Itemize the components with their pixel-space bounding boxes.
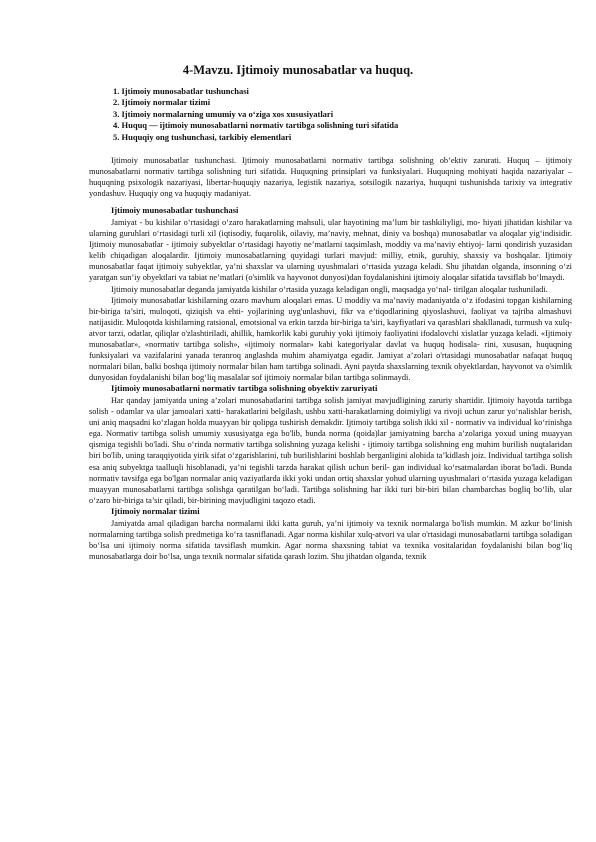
document-body bbox=[89, 155, 572, 562]
section-heading: Ijtimoiy normalar tizimi bbox=[111, 505, 200, 516]
toc-item: 5. Huquqiy ong tushunchasi, tarkibiy elementlari bbox=[113, 131, 292, 142]
toc-item: 1. Ijtimoiy munosabatlar tushunchasi bbox=[113, 86, 249, 96]
table-of-contents bbox=[113, 86, 573, 143]
paragraph: Ijtimoiy munosabatlar deganda jamiyatda kishilar o‘rtasida yuzaga keladigan ongli, maqsadga yo‘nal- tirilgan aloqalar tushuniladi. bbox=[111, 284, 548, 294]
page-title: 4-Mavzu. Ijtimoiy munosabatlar va huquq. bbox=[182, 63, 414, 77]
paragraph: Ijtimoiy munosabatlar kishilarning ozaro mavhum aloqalari emas. U moddiy va ma’naviy madaniyatda o‘z ifodasini topgan kishilarning bir-biriga ta’siri, muloqoti, qiziqish va ehti- yojlarining uyg'unlashuvi, fikr va e’tiqodlarining qiyoslashuvi, faoliyat va tajriba almashuvi natijasidir. Muloqotda kishilarning ratsional, emotsional va erkin tarzda bir-biriga ta’siri, kayfiyatlari va qarashlari shakllanadi, turmush va xulq-atvor tarzi, odatlar, qiliqlar o'zlashtiriladi, ahillik, hamkorlik kabi guruhiy yoki ijtimoiy faoliyatini ifodalovchi xislatlar yuzaga keladi. «Ijtimoiy munosabatlar», «normativ tartibga solish», «ijtimoiy normalar» kabi kategoriyalar davlat va huquq hodisala- rini, xususan, huquqning funksiyalari va vazifalarini yanada teranroq anglashda muhim ahamiyatga egadir. Jamiyat a’zolari o'rtasidagi munosabatlar nafaqat huquq normalari bilan, balki boshqa ijtimoiy normalar bilan ham tartibga solinadi. Ayni paytda shaxslarning texnik obyektlardan, hayvonot va o'simlik dunyosidan foydalanishi bilan bog‘liq masalalar sof ijtimoiy normalar bilan tartibga solinmaydi. bbox=[89, 295, 572, 383]
toc-item: 4. Huquq — ijtimoiy munosabatlarni normativ tartibga solishning turi sifatida bbox=[113, 120, 399, 131]
section-heading: Ijtimoiy munosabatlarni normativ tartibga solishning obyektiv zaruriyati bbox=[111, 383, 378, 394]
paragraph: Har qanday jamiyatda uning a’zolari munosabatlarini tartibga solish jamiyat mavjudligining zaruriy shartidir. Ijtimoiy hayotda tartibga solish - odamlar va ular jamoalari xatti- harakatlarini belgilash, ushbu xatti-harakatlarning doimiyligi va rivoji uchun zarur yo‘nalishlar berish, uni aniq maqsadni ko‘zlagan holda muayyan bir qolipga tushirish demakdir. Ijtimoiy tartibga solish ikki xil - normativ va individual ko‘rinishga ega. Normativ tartibga solish umumiy xususiyatga ega bo'lib, bunda norma (qoida)lar jamiyatning barcha a’zolariga yoxud uning muayyan qismiga tegishli bo'ladi. Shu o‘rinda normativ tartibga solishning yuzaga kelishi - ijtimoiy tartibga solishning eng muhim burilish nuqtalaridan biri bo'lib, uning taraqqiyotida yirik sifat o‘zgarishlarini, tub burilishlarini boshlab berganligini alohida ta’kidlash joiz. Individual tartibga solish esa aniq subyektga taalluqli hisoblanadi, ya’ni tegishli tarzda harakat qilish uchun beril- gan individual ko‘rsatmalardan iborat bo'ladi. Bunda normativ tavsifga ega bo'lgan normalar aniq vaziyatlarda ikki yoki undan ortiq shaxslar yohud ularning uyushmalari o‘rtasida yuzaga keladigan muayyan munosabatlarni tartibga solishga qaratilgan bo‘ladi. Tartibga solishning har ikki turi bir-biri bilan chambarchas bogliq bo‘lib, ular o‘zaro bir-biriga ta’sir qiladi, bir-birining mavjudligini taqozo etadi. bbox=[89, 395, 572, 505]
paragraph: Jamiyatda amal qiladigan barcha normalarni ikki katta guruh, ya’ni ijtimoiy va texnik normalarga bo'lish mumkin. M azkur bo‘linish normalarning tartibga solish predmetiga ko‘ra tasniflanadi. Agar norma kishilar xulq-atvori va ular o'rtasidagi munosabatlarni tartibga soladigan bo‘lsa uni ijtimoiy norma sifatida tavsiflash mumkin. Agar norma shaxsning tabiat va texnika vositalaridan foydalanishi bilan bog‘liq munosabatlarga doir bo‘lsa, unga texnik normalar sifatida qarash lozim. Shu jihatdan olganda, texnik bbox=[89, 518, 572, 561]
toc-item: 3. Ijtimoiy normalarning umumiy va o‘ziga xos xususiyatlari bbox=[113, 108, 334, 119]
toc-item: 2. Ijtimoiy normalar tizimi bbox=[113, 97, 211, 108]
intro-paragraph: Ijtimoiy munosabatlar tushunchasi. Ijtimoiy munosabatlarni normativ tartibga solishning ob’ektiv zarurati. Huquq – ijtimoiy munosabatlarni normativ tartibga solishning turi sifatida. Huquqning prinsiplari va funksiyalari. Huquqning mohiyati haqida nazariyalar – huquqning psixologik nazariyasi, libertar-huquqiy nazariya, legistik nazariya, sotsilogik nazariya, huquqni tushunishda tarixiy va integrativ yondashuv. Huquqiy ong va huquqiy madaniyat. bbox=[89, 156, 572, 199]
section-heading: Ijtimoiy munosabatlar tushunchasi bbox=[111, 205, 239, 216]
paragraph: Jamiyat - bu kishilar o‘rtasidagi o‘zaro harakatlarning mahsuli, ular hayotining ma’lum bir tashkiliyligi, mo- hiyati jihatidan kishilar va ularning guruhlari o‘rtasidagi turli xil (iqtisodiy, fuqarolik, oilaviy, ma’naviy, mehnat, diniy va boshqa) munosabatlar va aloqalar yig‘indisidir. Ijtimoiy munosabatlar - ijtimoiy subyektlar o‘rtasidagi hayotiy ne’matlarni taqsimlash, moddiy va ma’naviy ehtiyoj- larni qondirish yuzasidan kelib chiqadigan aloqalardir. Ijtimoiy munosabatlarning quyidagi turlari mavjud: milliy, etnik, guruhiy, shaxsiy va boshqalar. Ijtimoiy munosabatlar faqat ijtimoiy subyektlar, ya’ni shaxslar va ularning uyushmalari o‘rtasida yuzaga keladi. Shu jihatdan olganda, insonning o‘zi yaratgan sun’iy obyektlari va tabiat ne’matlari (o'simlik va hayvonot dunyosi)dan foydalanishini ijtimoiy aloqalar sifatida tavsiflab bo‘lmaydi. bbox=[89, 217, 572, 283]
